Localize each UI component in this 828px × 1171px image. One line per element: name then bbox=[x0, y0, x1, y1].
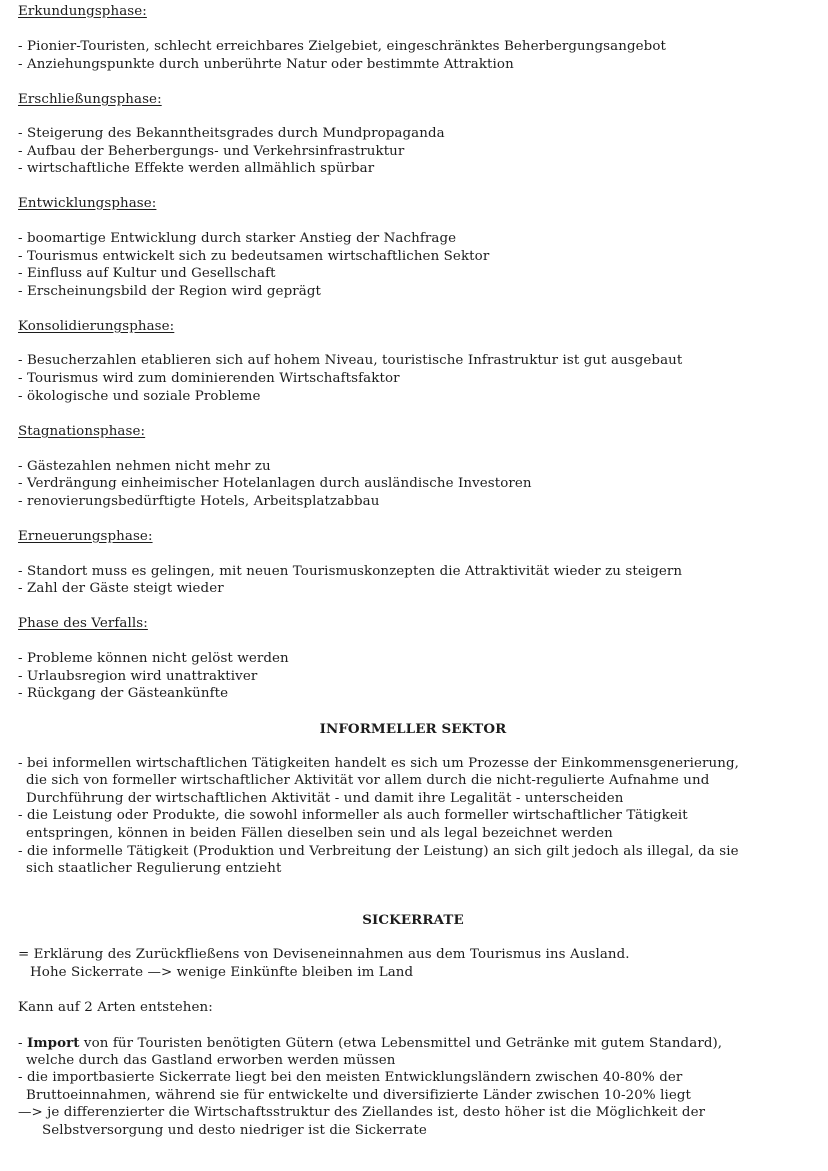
import-dash: - bbox=[18, 1036, 27, 1051]
list-item: - Einfluss auf Kultur und Gesellschaft bbox=[18, 266, 276, 281]
list-item: - Erscheinungsbild der Region wird geprägt bbox=[18, 284, 321, 299]
list-item: - Aufbau der Beherbergungs- und Verkehrsinfrastruktur bbox=[18, 144, 405, 159]
list-item: - wirtschaftliche Effekte werden allmählich spürbar bbox=[18, 161, 375, 176]
paragraph-line: entspringen, können in beiden Fällen dieselben sein und als legal bezeichnet werden bbox=[26, 826, 613, 841]
list-item: - Tourismus entwickelt sich zu bedeutsamen wirtschaftlichen Sektor bbox=[18, 249, 490, 264]
section-title-informal: INFORMELLER SEKTOR bbox=[319, 721, 507, 737]
list-item: - Steigerung des Bekanntheitsgrades durch Mundpropaganda bbox=[18, 126, 445, 141]
definition-line: Hohe Sickerrate —> wenige Einkünfte bleiben im Land bbox=[30, 965, 414, 980]
phase-heading: Stagnationsphase: bbox=[18, 424, 146, 439]
paragraph-line: - die informelle Tätigkeit (Produktion und Verbreitung der Leistung) an sich gilt jedoch als illegal, da sie bbox=[18, 844, 739, 859]
paragraph-line: - die importbasierte Sickerrate liegt bei den meisten Entwicklungsländern zwischen 40-80% der bbox=[18, 1070, 683, 1085]
import-line bbox=[18, 1034, 722, 1053]
paragraph-line: Durchführung der wirtschaftlichen Aktivität - und damit ihre Legalität - unterscheiden bbox=[26, 791, 624, 806]
list-item: - Standort muss es gelingen, mit neuen Tourismuskonzepten die Attraktivität wieder zu steigern bbox=[18, 564, 683, 579]
list-item: - boomartige Entwicklung durch starker Anstieg der Nachfrage bbox=[18, 231, 457, 246]
paragraph-line: Bruttoeinnahmen, während sie für entwickelte und diversifizierte Länder zwischen 10-20% liegt bbox=[26, 1088, 692, 1103]
paragraph-line: - bei informellen wirtschaftlichen Tätigkeiten handelt es sich um Prozesse der Einkommensgenerierung, bbox=[18, 756, 739, 771]
list-item: - Gästezahlen nehmen nicht mehr zu bbox=[18, 459, 271, 474]
list-item: - Zahl der Gäste steigt wieder bbox=[18, 581, 224, 596]
phase-heading: Erneuerungsphase: bbox=[18, 529, 153, 544]
list-item: - ökologische und soziale Probleme bbox=[18, 389, 261, 404]
paragraph-line: die sich von formeller wirtschaftlicher Aktivität vor allem durch die nicht-regulierte Aufnahme und bbox=[26, 773, 710, 788]
list-item: - Probleme können nicht gelöst werden bbox=[18, 651, 289, 666]
definition-line: = Erklärung des Zurückfließens von Deviseneinnahmen aus dem Tourismus ins Ausland. bbox=[18, 947, 630, 962]
paragraph-line: - die Leistung oder Produkte, die sowohl informeller als auch formeller wirtschaftlicher Tätigkeit bbox=[18, 808, 688, 823]
phase-heading: Entwicklungsphase: bbox=[18, 196, 157, 211]
phase-heading: Erschließungsphase: bbox=[18, 92, 162, 107]
list-item: - Verdrängung einheimischer Hotelanlagen durch ausländische Investoren bbox=[18, 476, 532, 491]
list-item: - Anziehungspunkte durch unberührte Natur oder bestimmte Attraktion bbox=[18, 57, 514, 72]
intro-line: Kann auf 2 Arten entstehen: bbox=[18, 1000, 213, 1015]
section-title-sickerrate: SICKERRATE bbox=[362, 912, 464, 928]
paragraph-line: Selbstversorgung und desto niedriger ist die Sickerrate bbox=[42, 1123, 427, 1138]
import-bold: Import bbox=[26, 1035, 80, 1051]
phase-heading: Erkundungsphase: bbox=[18, 4, 147, 19]
paragraph-line: —> je differenzierter die Wirtschaftsstruktur des Ziellandes ist, desto höher ist die Möglichkeit der bbox=[18, 1105, 706, 1120]
import-rest: von für Touristen benötigten Gütern (etwa Lebensmittel und Getränke mit gutem Standard), bbox=[79, 1036, 723, 1051]
list-item: - Urlaubsregion wird unattraktiver bbox=[18, 669, 258, 684]
list-item: - renovierungsbedürftigte Hotels, Arbeitsplatzabbau bbox=[18, 494, 380, 509]
paragraph-line: welche durch das Gastland erworben werden müssen bbox=[26, 1053, 396, 1068]
list-item: - Pionier-Touristen, schlecht erreichbares Zielgebiet, eingeschränktes Beherbergungsangebot bbox=[18, 39, 666, 54]
list-item: - Rückgang der Gästeankünfte bbox=[18, 686, 229, 701]
paragraph-line: sich staatlicher Regulierung entzieht bbox=[26, 861, 282, 876]
phase-heading: Konsolidierungsphase: bbox=[18, 319, 175, 334]
phase-heading: Phase des Verfalls: bbox=[18, 616, 148, 631]
list-item: - Besucherzahlen etablieren sich auf hohem Niveau, touristische Infrastruktur ist gut ausgebaut bbox=[18, 353, 683, 368]
list-item: - Tourismus wird zum dominierenden Wirtschaftsfaktor bbox=[18, 371, 400, 386]
